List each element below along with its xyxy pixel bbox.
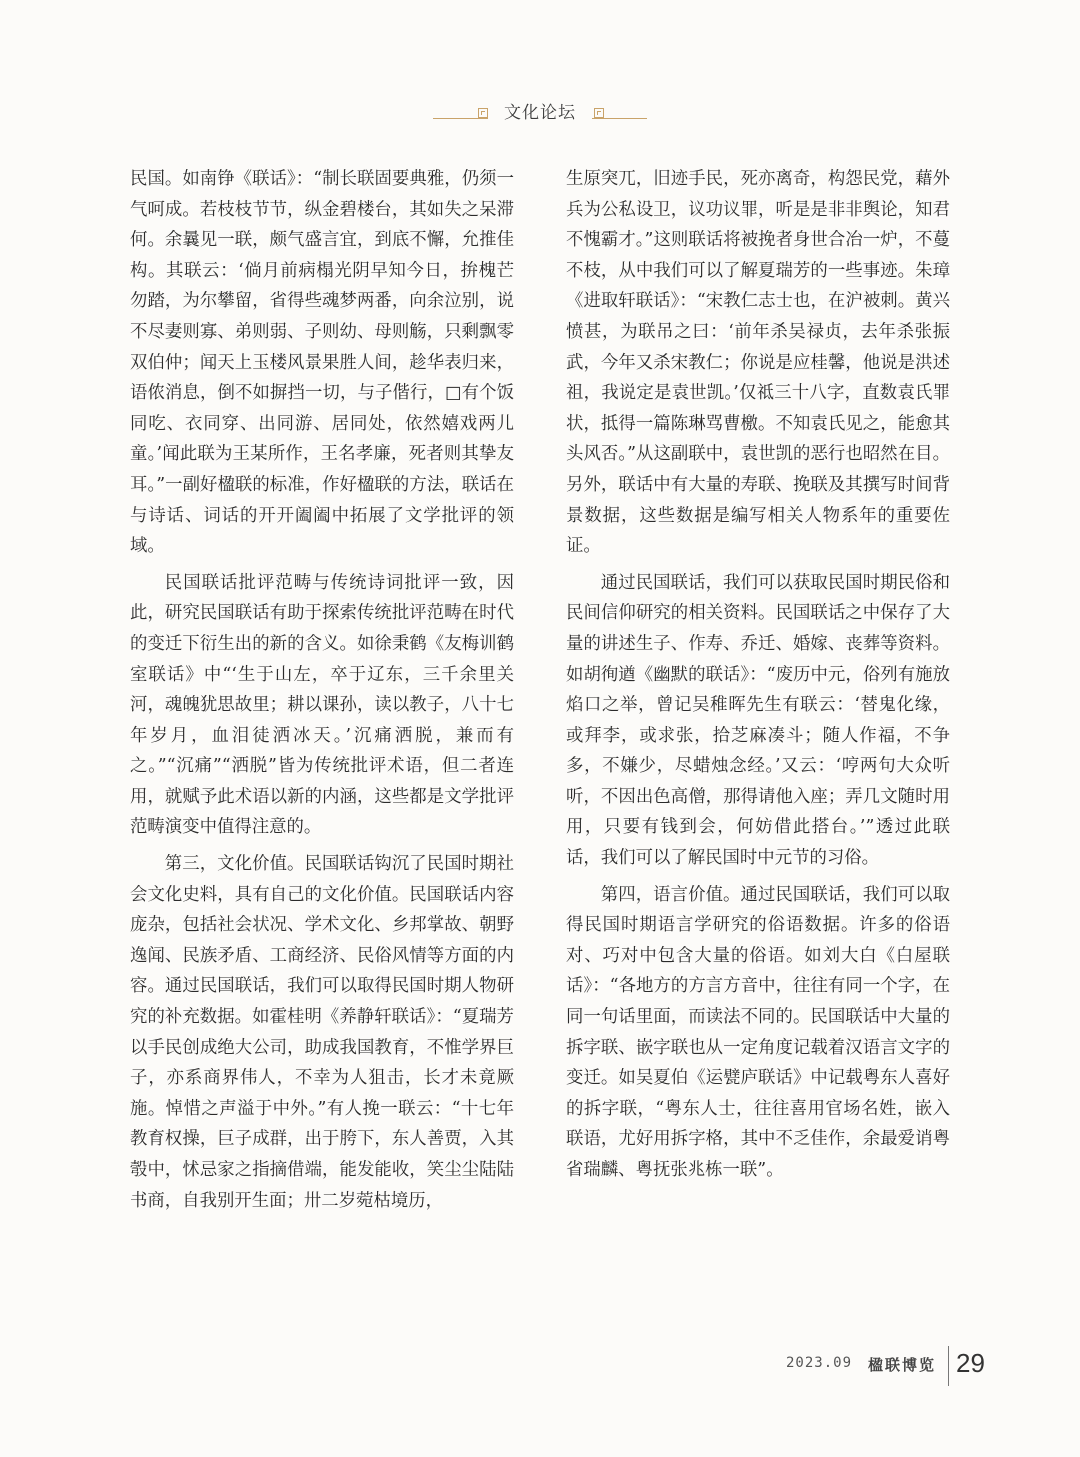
paragraph: 通过民国联话，我们可以获取民国时期民俗和民间信仰研究的相关资料。民国联话之中保存了大量的讲述生子、作寿、乔迁、婚嫁、丧葬等资料。如胡徇遒《幽默的联话》：“废历中元，俗列有施放焰口之举，曾记吴稚晖先生有联云：‘替鬼化缘，或拜李，或求张，拾芝麻凑斗；随人作福，不争多，不嫌少，尽蜡烛念经。’又云：‘哼两句大众听听，不因出色高僧，那得请他入座；弄几文随时用用，只要有钱到会，何妨借此搭台。’”透过此联话，我们可以了解民国时中元节的习俗。 [566, 572, 950, 869]
left-column [130, 164, 514, 1216]
footer-divider [948, 1346, 949, 1386]
page-number: 29 [956, 1348, 985, 1378]
issue-date: 2023.09 [786, 1355, 853, 1371]
paragraph: 民国联话批评范畴与传统诗词批评一致，因此，研究民国联话有助于探索传统批评范畴在时代的变迁下衍生出的新的含义。如徐秉鹤《友梅训鹤室联话》中“‘生于山左，卒于辽东，三千余里关河，魂魄犹思故里；耕以课孙，读以教子，八十七年岁月，血泪徒洒冰天。’沉痛洒脱，兼而有之。”“沉痛”“洒脱”皆为传统批评术语，但二者连用，就赋予此术语以新的内涵，这些都是文学批评范畴演变中值得注意的。 [130, 572, 514, 838]
paragraph: 第四，语言价值。通过民国联话，我们可以取得民国时期语言学研究的俗语数据。许多的俗语对、巧对中包含大量的俗语。如刘大白《白屋联话》：“各地方的方言方音中，往往有同一个字，在同一句话里面，而读法不同的。民国联话中大量的拆字联、嵌字联也从一定角度记载着汉语言文字的变迁。如吴夏伯《运甓庐联话》中记载粤东人喜好的拆字联，“粤东人士，往往喜用官场名姓，嵌入联语，尤好用拆字格，其中不乏佳作，余最爱诮粤省瑞麟、粤抚张兆栋一联”。 [566, 884, 950, 1180]
header-ornament-left-icon [478, 108, 488, 118]
paragraph: 民国。如南铮《联话》：“制长联固要典雅，仍须一气呵成。若枝枝节节，纵金碧楼台，其如失之呆滞何。余曩见一联，颇气盛言宜，到底不懈，允推佳构。其联云：‘倘月前病榻光阴早知今日，拚槐芒勿踏，为尔攀留，省得些魂梦两番，向余泣别，说不尽妻则寡、弟则弱、子则幼、母则觞，只剩飘零双伯仲；闻天上玉楼风景果胜人间，趁华表归来，语侬消息，倒不如摒挡一切，与子偕行，□有个饭同吃、衣同穿、出同游、居同处，依然嬉戏两儿童。’闻此联为王某所作，王名孝廉，死者则其挚友耳。”一副好楹联的标准，作好楹联的方法，联话在与诗话、词话的开开阖阖中拓展了文学批评的领域。 [130, 169, 514, 557]
page-footer [0, 1346, 1080, 1386]
section-title: 文化论坛 [504, 103, 576, 123]
header-ornament-right-icon [594, 108, 604, 118]
magazine-name: 楹联博览 [868, 1356, 937, 1374]
header-rule-right [592, 118, 647, 119]
header-rule-left [433, 118, 488, 119]
right-column [566, 164, 950, 1186]
paragraph: 第三，文化价值。民国联话钩沉了民国时期社会文化史料，具有自己的文化价值。民国联话内容庞杂，包括社会状况、学术文化、乡邦掌故、朝野逸闻、民族矛盾、工商经济、民俗风情等方面的内容。通过民国联话，我们可以取得民国时期人物研究的补充数据。如霍桂明《养静轩联话》：“夏瑞芳以手民创成绝大公司，助成我国教育，不惟学界巨子，亦系商界伟人，不幸为人狙击，长才未竟厥施。悼惜之声溢于中外。”有人挽一联云：“十七年教育权操，巨子成群，出于胯下，东人善贾，入其彀中，怵忌家之指摘借端，能发能收，笑尘尘陆陆书商，自我别开生面；卅二岁菀枯境历， [130, 854, 514, 1211]
paragraph: 生原突兀，旧迹手民，死亦离奇，构怨民党，藉外兵为公私设卫，议功议罪，听是是非非舆论，知君不愧霸才。”这则联话将被挽者身世合冶一炉，不蔓不枝，从中我们可以了解夏瑞芳的一些事迹。朱璋《进取轩联话》：“宋教仁志士也，在沪被刺。黄兴愤甚，为联吊之曰：‘前年杀吴禄贞，去年杀张振武，今年又杀宋教仁；你说是应桂馨，他说是洪述祖，我说定是袁世凯。’仅祗三十八字，直数袁氏罪状，抵得一篇陈琳骂曹檄。不知袁氏见之，能愈其头风否。”从这副联中，袁世凯的恶行也昭然在目。另外，联话中有大量的寿联、挽联及其撰写时间背景数据，这些数据是编写相关人物系年的重要佐证。 [566, 169, 950, 557]
section-header [0, 96, 1080, 126]
